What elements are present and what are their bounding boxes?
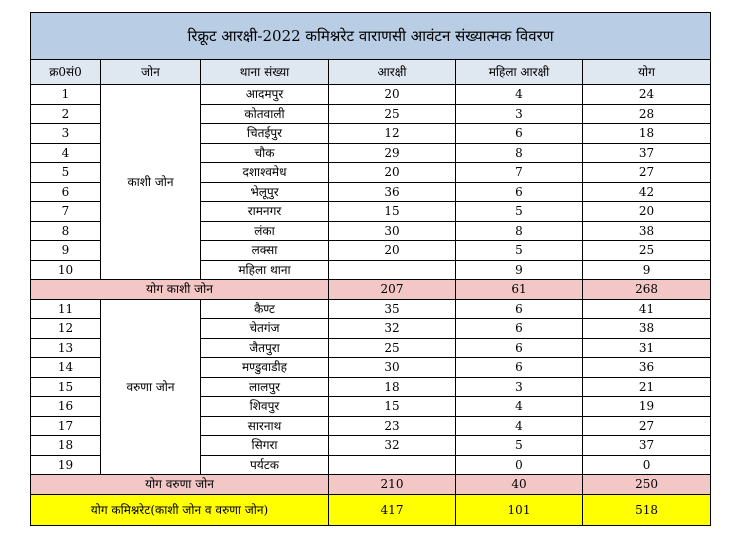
- aarakshi-cell: 30: [329, 358, 456, 378]
- allocation-table-container: [30, 12, 711, 526]
- aarakshi-cell: 25: [329, 104, 456, 124]
- aarakshi-cell: 18: [329, 377, 456, 397]
- serial-cell: 12: [31, 319, 101, 339]
- total-cell: 18: [583, 124, 711, 144]
- mahila-cell: 6: [456, 338, 583, 358]
- mahila-cell: 4: [456, 85, 583, 105]
- subtotal-yog: 250: [583, 475, 711, 495]
- subtotal-aarakshi: 207: [329, 280, 456, 300]
- title-row: [31, 13, 711, 60]
- header-zone: जोन: [101, 60, 201, 85]
- aarakshi-cell: 36: [329, 182, 456, 202]
- total-cell: 25: [583, 241, 711, 261]
- serial-cell: 15: [31, 377, 101, 397]
- header-serial: क्र0सं0: [31, 60, 101, 85]
- serial-cell: 11: [31, 299, 101, 319]
- thana-cell: चेतगंज: [201, 319, 329, 339]
- thana-cell: लंका: [201, 221, 329, 241]
- zone-name-cell: वरुणा जोन: [101, 299, 201, 475]
- serial-cell: 13: [31, 338, 101, 358]
- aarakshi-cell: 35: [329, 299, 456, 319]
- table-row: [31, 85, 711, 105]
- total-cell: 28: [583, 104, 711, 124]
- thana-cell: कैण्ट: [201, 299, 329, 319]
- serial-cell: 1: [31, 85, 101, 105]
- aarakshi-cell: 15: [329, 202, 456, 222]
- mahila-cell: 3: [456, 104, 583, 124]
- serial-cell: 14: [31, 358, 101, 378]
- serial-cell: 10: [31, 260, 101, 280]
- mahila-cell: 3: [456, 377, 583, 397]
- serial-cell: 6: [31, 182, 101, 202]
- total-cell: 21: [583, 377, 711, 397]
- serial-cell: 7: [31, 202, 101, 222]
- thana-cell: सिगरा: [201, 436, 329, 456]
- thana-cell: महिला थाना: [201, 260, 329, 280]
- grand-total-aarakshi: 417: [329, 494, 456, 525]
- table-row: [31, 299, 711, 319]
- aarakshi-cell: 32: [329, 436, 456, 456]
- thana-cell: चितईपुर: [201, 124, 329, 144]
- serial-cell: 2: [31, 104, 101, 124]
- total-cell: 24: [583, 85, 711, 105]
- grand-total-label: योग कमिश्नरेट(काशी जोन व वरुणा जोन): [31, 494, 329, 525]
- thana-cell: मण्डुवाडीह: [201, 358, 329, 378]
- serial-cell: 4: [31, 143, 101, 163]
- header-total: योग: [583, 60, 711, 85]
- mahila-cell: 8: [456, 221, 583, 241]
- subtotal-yog: 268: [583, 280, 711, 300]
- header-mahila-aarakshi: महिला आरक्षी: [456, 60, 583, 85]
- mahila-cell: 6: [456, 182, 583, 202]
- thana-cell: जैतपुरा: [201, 338, 329, 358]
- header-aarakshi: आरक्षी: [329, 60, 456, 85]
- thana-cell: भेलूपुर: [201, 182, 329, 202]
- subtotal-mahila: 61: [456, 280, 583, 300]
- grand-total-yog: 518: [583, 494, 711, 525]
- aarakshi-cell: [329, 455, 456, 475]
- mahila-cell: 5: [456, 202, 583, 222]
- total-cell: 42: [583, 182, 711, 202]
- aarakshi-cell: [329, 260, 456, 280]
- aarakshi-cell: 32: [329, 319, 456, 339]
- mahila-cell: 0: [456, 455, 583, 475]
- mahila-cell: 6: [456, 358, 583, 378]
- total-cell: 36: [583, 358, 711, 378]
- aarakshi-cell: 25: [329, 338, 456, 358]
- total-cell: 37: [583, 143, 711, 163]
- thana-cell: पर्यटक: [201, 455, 329, 475]
- serial-cell: 18: [31, 436, 101, 456]
- aarakshi-cell: 20: [329, 241, 456, 261]
- thana-cell: शिवपुर: [201, 397, 329, 417]
- serial-cell: 3: [31, 124, 101, 144]
- subtotal-row: [31, 280, 711, 300]
- mahila-cell: 6: [456, 299, 583, 319]
- aarakshi-cell: 23: [329, 416, 456, 436]
- thana-cell: सारनाथ: [201, 416, 329, 436]
- thana-cell: रामनगर: [201, 202, 329, 222]
- mahila-cell: 9: [456, 260, 583, 280]
- subtotal-row: [31, 475, 711, 495]
- total-cell: 20: [583, 202, 711, 222]
- serial-cell: 8: [31, 221, 101, 241]
- mahila-cell: 5: [456, 436, 583, 456]
- serial-cell: 9: [31, 241, 101, 261]
- serial-cell: 16: [31, 397, 101, 417]
- aarakshi-cell: 30: [329, 221, 456, 241]
- thana-cell: लालपुर: [201, 377, 329, 397]
- total-cell: 9: [583, 260, 711, 280]
- aarakshi-cell: 29: [329, 143, 456, 163]
- subtotal-label: योग काशी जोन: [31, 280, 329, 300]
- header-row: [31, 60, 711, 85]
- mahila-cell: 4: [456, 416, 583, 436]
- grand-total-mahila: 101: [456, 494, 583, 525]
- mahila-cell: 8: [456, 143, 583, 163]
- total-cell: 41: [583, 299, 711, 319]
- total-cell: 27: [583, 416, 711, 436]
- subtotal-label: योग वरुणा जोन: [31, 475, 329, 495]
- total-cell: 38: [583, 221, 711, 241]
- subtotal-aarakshi: 210: [329, 475, 456, 495]
- zone-name-cell: काशी जोन: [101, 85, 201, 280]
- total-cell: 37: [583, 436, 711, 456]
- subtotal-mahila: 40: [456, 475, 583, 495]
- aarakshi-cell: 12: [329, 124, 456, 144]
- mahila-cell: 5: [456, 241, 583, 261]
- serial-cell: 19: [31, 455, 101, 475]
- total-cell: 38: [583, 319, 711, 339]
- aarakshi-cell: 20: [329, 85, 456, 105]
- thana-cell: कोतवाली: [201, 104, 329, 124]
- thana-cell: चौक: [201, 143, 329, 163]
- thana-cell: दशाश्वमेध: [201, 163, 329, 183]
- total-cell: 0: [583, 455, 711, 475]
- mahila-cell: 4: [456, 397, 583, 417]
- serial-cell: 17: [31, 416, 101, 436]
- header-thana: थाना संख्या: [201, 60, 329, 85]
- aarakshi-cell: 20: [329, 163, 456, 183]
- table-title: रिक्रूट आरक्षी-2022 कमिश्नरेट वाराणसी आवंटन संख्यात्मक विवरण: [31, 13, 711, 60]
- serial-cell: 5: [31, 163, 101, 183]
- mahila-cell: 6: [456, 319, 583, 339]
- mahila-cell: 6: [456, 124, 583, 144]
- allocation-table: [30, 12, 711, 526]
- aarakshi-cell: 15: [329, 397, 456, 417]
- thana-cell: लक्सा: [201, 241, 329, 261]
- mahila-cell: 7: [456, 163, 583, 183]
- total-cell: 31: [583, 338, 711, 358]
- total-cell: 19: [583, 397, 711, 417]
- total-cell: 27: [583, 163, 711, 183]
- grand-total-row: [31, 494, 711, 525]
- thana-cell: आदमपुर: [201, 85, 329, 105]
